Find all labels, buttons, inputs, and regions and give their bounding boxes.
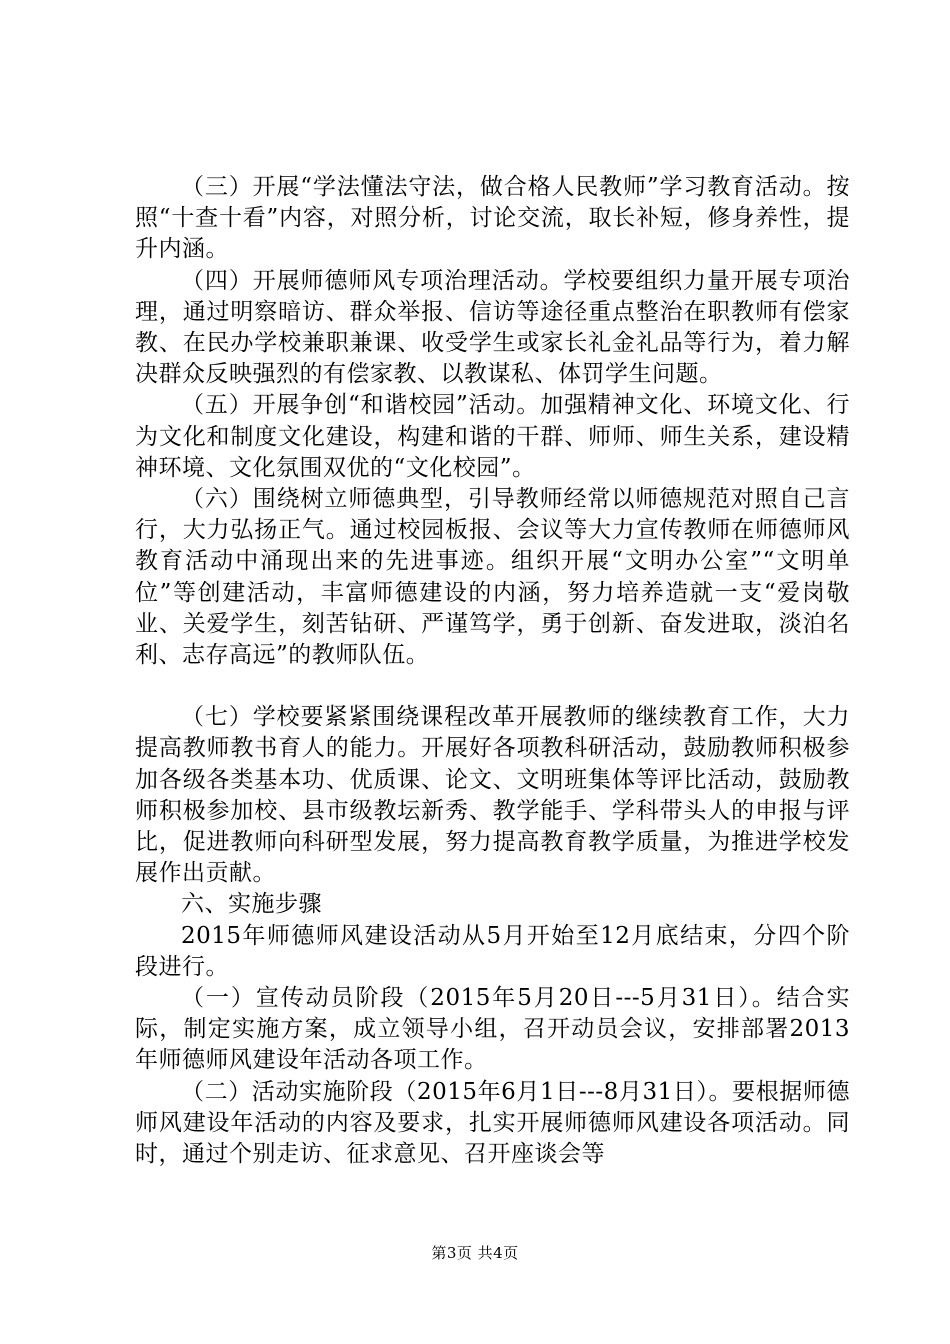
section-heading-implementation-steps: 六、实施步骤 <box>181 891 322 918</box>
paragraph-section-3: （三）开展“学法懂法守法，做合格人民教师”学习教育活动。按照“十查十看”内容，对照分析，讨论交流，取长补短，修身养性，提升内涵。 <box>135 174 850 263</box>
paragraph-stage-1: （一）宣传动员阶段（2015年5月20日---5月31日）。结合实际，制定实施方案，成立领导小组，召开动员会议，安排部署2013年师德师风建设年活动各项工作。 <box>135 985 850 1074</box>
paragraph-section-6: （六）围绕树立师德典型，引导教师经常以师德规范对照自己言行，大力弘扬正气。通过校园板报、会议等大力宣传教师在师德师风教育活动中涌现出来的先进事迹。组织开展“文明办公室”“文明单位”等创建活动，丰富师德建设的内涵，努力培养造就一支“爱岗敬业、关爱学生，刻苦钻研、严谨笃学，勇于创新、奋发进取，淡泊名利、志存高远”的教师队伍。 <box>135 486 850 669</box>
paragraph-schedule-overview: 2015年师德师风建设活动从5月开始至12月底结束，分四个阶段进行。 <box>135 922 850 980</box>
document-body <box>135 172 850 1170</box>
page-number-footer: 第3页 共4页 <box>431 1244 519 1262</box>
paragraph-section-4: （四）开展师德师风专项治理活动。学校要组织力量开展专项治理，通过明察暗访、群众举报、信访等途径重点整治在职教师有偿家教、在民办学校兼职兼课、收受学生或家长礼金礼品等行为，着力解决群众反映强烈的有偿家教、以教谋私、体罚学生问题。 <box>135 267 850 388</box>
paragraph-section-5: （五）开展争创“和谐校园”活动。加强精神文化、环境文化、行为文化和制度文化建设，构建和谐的干群、师师、师生关系，建设精神环境、文化氛围双优的“文化校园”。 <box>135 392 850 481</box>
paragraph-stage-2: （二）活动实施阶段（2015年6月1日---8月31日）。要根据师德师风建设年活动的内容及要求，扎实开展师德师风建设各项活动。同时，通过个别走访、征求意见、召开座谈会等 <box>135 1078 850 1168</box>
paragraph-section-7: （七）学校要紧紧围绕课程改革开展教师的继续教育工作，大力提高教师教书育人的能力。开展好各项教科研活动，鼓励教师积极参加各级各类基本功、优质课、论文、文明班集体等评比活动，鼓励教师积极参加校、县市级教坛新秀、教学能手、学科带头人的申报与评比，促进教师向科研型发展，努力提高教育教学质量，为推进学校发展作出贡献。 <box>135 704 850 887</box>
